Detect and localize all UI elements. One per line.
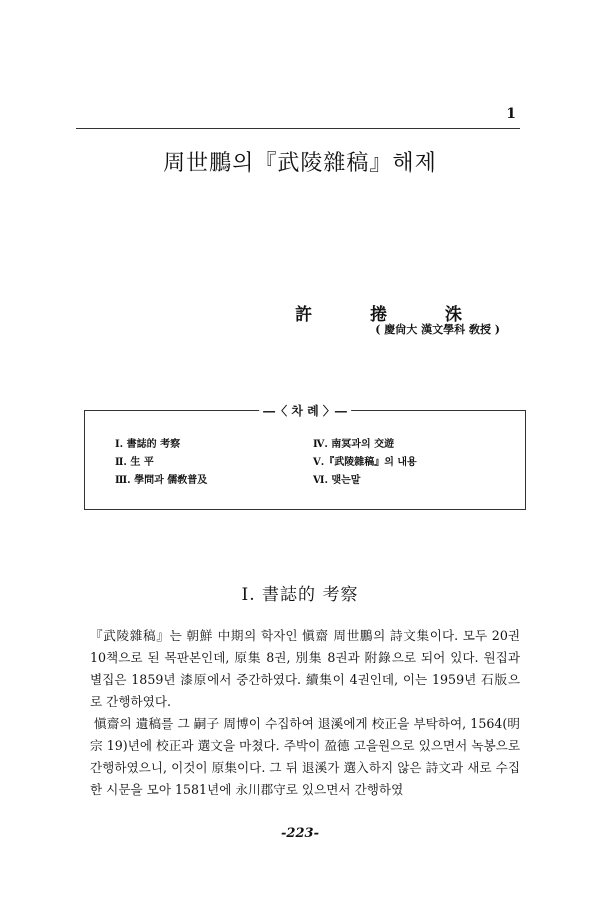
page-title: 周世鵬의『武陵雜稿』해제 [163,151,437,176]
paragraph: 『武陵雜稿』는 朝鮮 中期의 학자인 愼齋 周世鵬의 詩文集이다. 모두 20권 10책으로 된 목판본인데, 原集 8권, 別集 8권과 附錄으로 되어 있다. 원집과 별집은 1859년 漆原에서 중간하였다. 續集이 4권인데, 이는 1959년 石版으로 간행하였다. [90,628,520,709]
toc-item: Ⅰ. 書誌的 考察 [115,439,181,450]
section-heading: Ⅰ. 書誌的 考察 [241,585,359,605]
body-text [90,625,520,801]
chapter-number: 1 [506,106,516,122]
author-name: 許 捲 洙 [295,305,488,325]
toc-item: Ⅱ. 生 平 [115,457,154,468]
toc-item: Ⅴ.『武陵雜稿』의 내용 [313,457,417,468]
toc-item: Ⅳ. 南冥과의 交遊 [313,439,395,450]
toc-title: ―〈 차 례 〉― [259,402,351,419]
author-affiliation: ( 慶尙大 漢文學科 敎授 ) [375,323,500,336]
toc-item: Ⅲ. 學問과 儒敎普及 [115,475,208,486]
page-number: -223- [281,826,319,841]
paragraph: 愼齋의 遺稿를 그 嗣子 周博이 수집하여 退溪에게 校正을 부탁하여, 1564(明宗 19)년에 校正과 選文을 마쳤다. 주박이 盈德 고을원으로 있으면서 녹봉으로 간행하였으니, 이것이 原集이다. 그 뒤 退溪가 選入하지 않은 詩文과 새로 수집한 시문을 모아 1581년에 永川郡守로 있으면서 간행하였 [90,716,520,797]
toc-item: Ⅵ. 맺는말 [313,475,361,486]
table-of-contents [84,404,526,510]
header-rule [76,128,520,129]
